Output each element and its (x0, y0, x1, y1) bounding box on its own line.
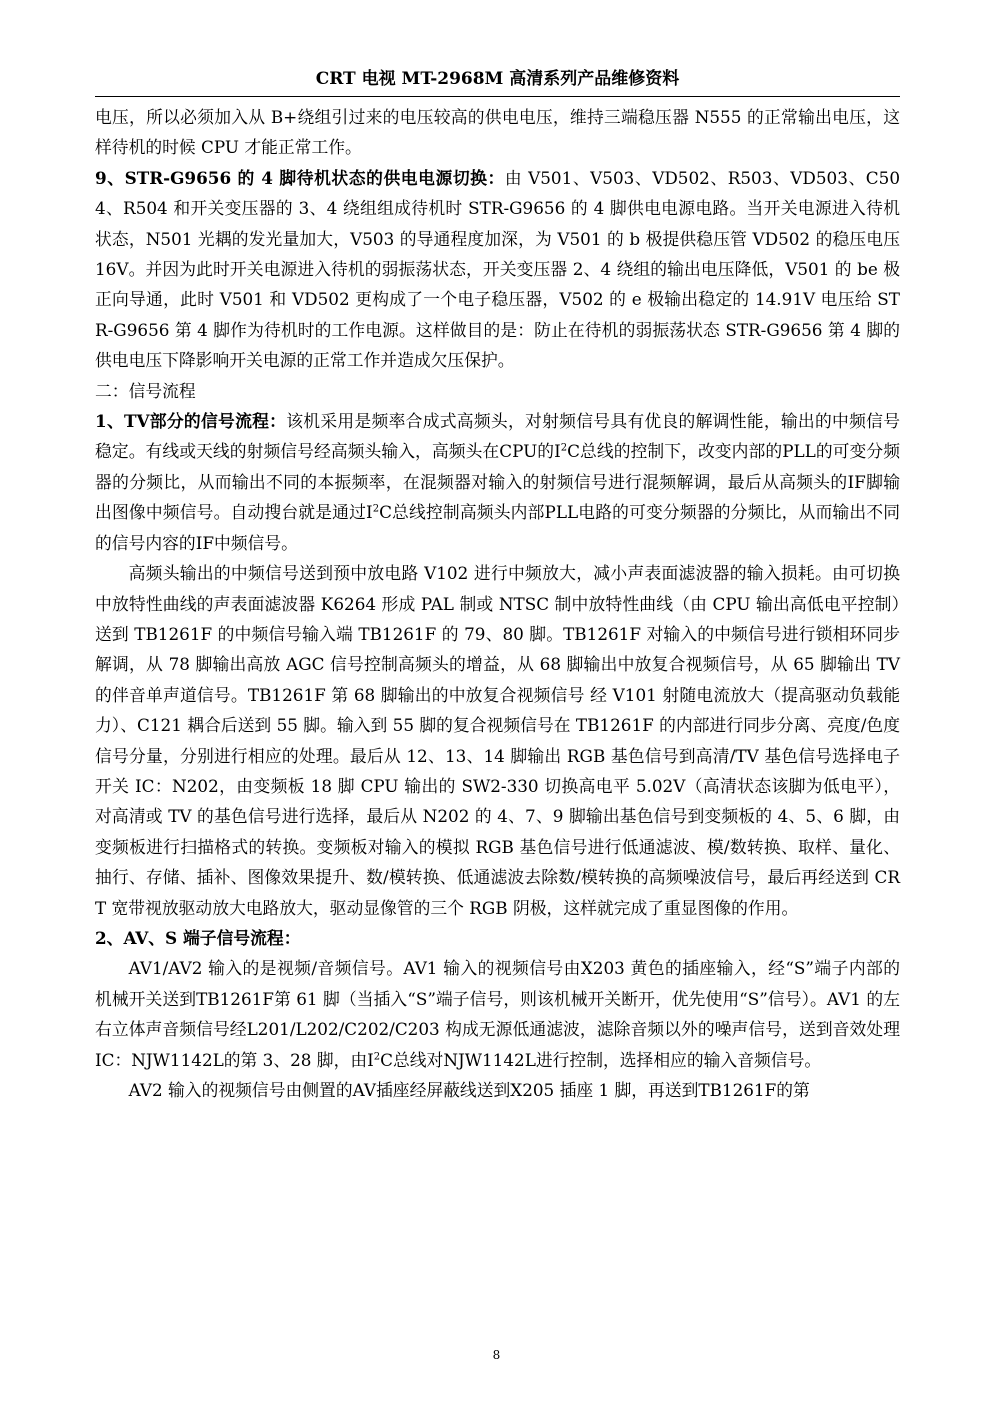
paragraph-av1 (95, 953, 900, 1075)
paragraph-text: 该机采用是频率合成式高频头，对射频信号具有优良的解调性能，输出的中频信号稳定。有线或天线的射频信号经高频头输入，高频头在CPU的I (95, 411, 900, 462)
paragraph-text: C总线对NJW1142L进行控制，选择相应的输入音频信号。 (380, 1049, 822, 1070)
paragraph-continuation: 电压，所以必须加入从 B+绕组引过来的电压较高的供电电压，维持三端稳压器 N555 的正常输出电压，这样待机的时候 CPU 才能正常工作。 (95, 107, 900, 158)
paragraph-heading: 1、TV部分的信号流程： (95, 411, 287, 432)
paragraph-av-heading: 2、AV、S 端子信号流程： (95, 927, 301, 948)
paragraph-text: 由 V501、V503、VD502、R503、VD503、C504、R504 和开关变压器的 3、4 绕组组成待机时 STR-G9656 的 4 脚供电电源电路。当开关电源进入待机状态，N501 光耦的发光量加大，V503 的导通程度加深，为 V501 的 b 极提供稳压管 VD502 的稳压电压 16V。并因为此时开关电源进入待机的弱振荡状态，开关变压器 2、4 绕组的输出电压降低，V501 的 be 极正向导通，此时 V501 和 VD502 更构成了一个电子稳压器，V502 的 e 极输出稳定的 14.91V 电压给 STR-G9656 第 4 脚作为待机时的工作电源。这样做目的是：防止在待机的弱振荡状态 STR-G9656 第 4 脚的供电电压下降影响开关电源的正常工作并造成欠压保护。 (95, 167, 901, 371)
paragraph-if-signal: 高频头输出的中频信号送到预中放电路 V102 进行中频放大，减小声表面滤波器的输入损耗。由可切换中放特性曲线的声表面滤波器 K6264 形成 PAL 制或 NTSC 制中放特性曲线（由 CPU 输出高低电平控制）送到 TB1261F 的中频信号输入端 TB1261F 的 79、80 脚。TB1261F 对输入的中频信号进行锁相环同步解调，从 78 脚输出高放 AGC 信号控制高频头的增益，从 68 脚输出中放复合视频信号，从 65 脚输出 TV 的伴音单声道信号。TB1261F 第 68 脚输出的中放复合视频信号 经 V101 射随电流放大（提高驱动负载能力）、C121 耦合后送到 55 脚。输入到 55 脚的复合视频信号在 TB1261F 的内部进行同步分离、亮度/色度信号分量，分别进行相应的处理。最后从 12、13、14 脚输出 RGB 基色信号到高清/TV 基色信号选择电子开关 IC：N202，由变频板 18 脚 CPU 输出的 SW2-330 切换高电平 5.02V（高清状态该脚为低电平），对高清或 TV 的基色信号进行选择，最后从 N202 的 4、7、9 脚输出基色信号到变频板的 4、5、6 脚，由变频板进行扫描格式的转换。变频板对输入的模拟 RGB 基色信号进行低通滤波、模/数转换、取样、量化、抽行、存储、插补、图像效果提升、数/模转换、低通滤波去除数/模转换的高频噪波信号，最后再经送到 CRT 宽带视放驱动放大电路放大，驱动显像管的三个 RGB 阴极，这样就完成了重显图像的作用。 (95, 563, 900, 918)
page-header: CRT 电视 MT-2968M 高清系列产品维修资料 (95, 64, 900, 97)
paragraph-av2: AV2 输入的视频信号由侧置的AV插座经屏蔽线送到X205 插座 1 脚，再送到TB1261F的第 (128, 1080, 810, 1100)
paragraph-tv-signal (95, 406, 900, 558)
document-body (95, 102, 900, 1105)
superscript: 2 (373, 1051, 381, 1062)
superscript: 2 (372, 503, 380, 515)
paragraph-heading: 9、STR-G9656 的 4 脚待机状态的供电电源切换： (95, 167, 505, 188)
paragraph-standby-power (95, 163, 900, 376)
section-title: 二：信号流程 (95, 380, 196, 401)
paragraph-text: AV1/AV2 输入的是视频/音频信号。AV1 输入的视频信号由X203 黄色的插座输入，经“S”端子内部的机械开关送到TB1261F第 61 脚（当插入“S”端子信号，则该机械开关断开，优先使用“S”信号）。AV1 的左右立体声音频信号经L201/L202/C202/C203 构成无源低通滤波，滤除音频以外的噪声信号，送到音效处理IC：NJW1142L的第 3、28 脚，由I (95, 958, 900, 1070)
paragraph-text: C总线的控制下，改变内部的PLL的可变分频器的分频比，从而输出不同的本振频率，在混频器对输入的射频信号进行混频解调，最后从高频头的IF脚输出图像中频信号。自动搜台就是通过I (95, 441, 900, 523)
page-number: 8 (492, 1348, 501, 1362)
superscript: 2 (560, 442, 568, 454)
paragraph-text: C总线控制高频头内部PLL电路的可变分频器的分频比，从而输出不同的信号内容的IF中频信号。 (95, 502, 900, 553)
